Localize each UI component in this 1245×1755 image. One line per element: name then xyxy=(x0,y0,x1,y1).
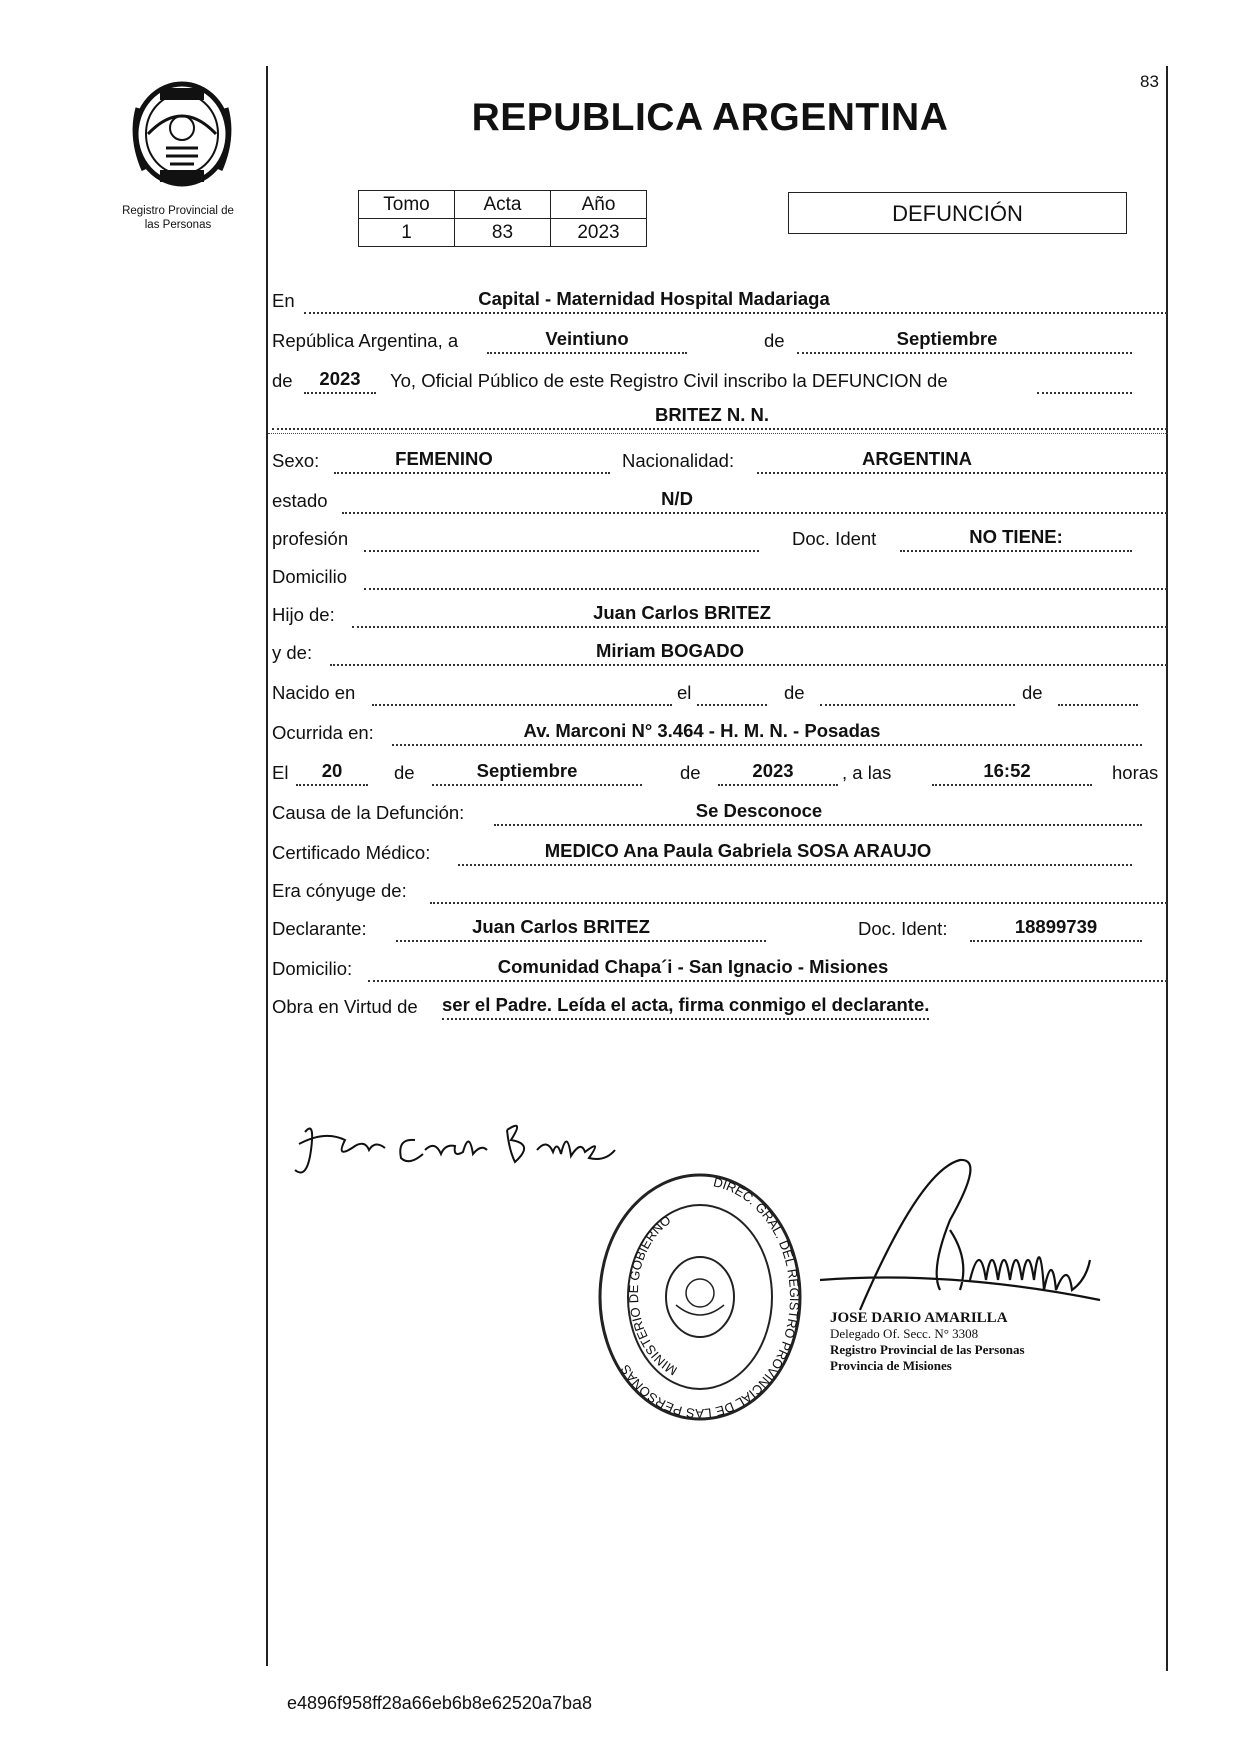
civil-status-value: N/D xyxy=(661,488,693,509)
dotted-line xyxy=(900,550,1132,552)
sexo-label: Sexo: xyxy=(272,450,320,471)
dotted-line xyxy=(432,784,642,786)
official-stamp xyxy=(590,1165,810,1435)
doc-ident-label: Doc. Ident: xyxy=(858,918,948,939)
official-province: Provincia de Misiones xyxy=(830,1358,952,1373)
de-label: de xyxy=(680,762,701,783)
father-value: Juan Carlos BRITEZ xyxy=(593,602,771,623)
row-separator xyxy=(268,433,1168,434)
estado-label: estado xyxy=(272,490,328,511)
month-text-value: Septiembre xyxy=(896,328,998,349)
el-label: El xyxy=(272,762,289,783)
de-label: de xyxy=(784,682,805,703)
registry-value-row xyxy=(359,219,647,247)
row-conyuge xyxy=(272,876,1167,906)
official-name: JOSE DARIO AMARILLA xyxy=(830,1310,1008,1326)
day-text-value: Veintiuno xyxy=(545,328,629,349)
domicilio-label: Domicilio xyxy=(272,566,348,587)
deceased-name-value: BRITEZ N. N. xyxy=(654,404,770,425)
dotted-line xyxy=(342,512,1167,514)
official-signature xyxy=(800,1140,1130,1320)
dotted-line xyxy=(352,626,1167,628)
domicilio-label: Domicilio: xyxy=(272,958,353,979)
dotted-line xyxy=(396,940,766,942)
registry-table xyxy=(358,190,647,247)
left-margin-line xyxy=(266,66,268,1666)
dotted-line xyxy=(1058,704,1138,706)
conyuge-label: Era cónyuge de: xyxy=(272,880,407,901)
stamp-outer-text: DIREC. GRAL. DEL REGISTRO PROVINCIAL DE LAS PERSONAS xyxy=(617,1174,803,1422)
row-declarante xyxy=(272,914,1142,944)
alas-label: , a las xyxy=(842,762,892,783)
place-value: Capital - Maternidad Hospital Madariaga xyxy=(478,288,830,309)
official-position: Delegado Of. Secc. N° 3308 xyxy=(830,1326,979,1341)
dotted-line xyxy=(364,588,1167,590)
nacido-label: Nacido en xyxy=(272,682,356,703)
issuer-caption-line1: Registro Provincial de xyxy=(122,205,234,217)
el-label: el xyxy=(677,682,692,703)
row-profesion xyxy=(272,524,1132,554)
death-time-value: 16:52 xyxy=(983,760,1031,781)
causa-label: Causa de la Defunción: xyxy=(272,802,465,823)
stamp-inner-text: MINISTERIO DE GOBIERNO xyxy=(625,1212,680,1379)
nationality-value: ARGENTINA xyxy=(862,448,972,469)
acta-header: Acta xyxy=(455,191,551,219)
declarant-address-value: Comunidad Chapa´i - San Ignacio - Misiones xyxy=(497,956,889,977)
dotted-line xyxy=(330,664,1167,666)
death-month-value: Septiembre xyxy=(476,760,578,781)
row-domicilio xyxy=(272,562,1167,592)
row-estado xyxy=(272,486,1167,516)
yde-label: y de: xyxy=(272,642,313,663)
row-causa xyxy=(272,798,1142,828)
obra-label: Obra en Virtud de xyxy=(272,996,418,1017)
dotted-line xyxy=(1037,392,1132,394)
svg-text:MINISTERIO DE GOBIERNO xyxy=(626,1212,680,1378)
republica-label: República Argentina, a xyxy=(272,330,459,351)
registry-header-row xyxy=(359,191,647,219)
row-sexo xyxy=(272,446,1167,476)
dotted-line xyxy=(970,940,1142,942)
dotted-line xyxy=(304,392,376,394)
tomo-header: Tomo xyxy=(359,191,455,219)
anio-header: Año xyxy=(551,191,647,219)
issuer-caption xyxy=(98,204,258,232)
de-label: de xyxy=(394,762,415,783)
row-anio xyxy=(272,366,1132,396)
dotted-line xyxy=(797,352,1132,354)
dotted-line xyxy=(334,472,610,474)
dotted-line xyxy=(820,704,1015,706)
row-en xyxy=(272,286,1167,316)
medical-certificate-value: MEDICO Ana Paula Gabriela SOSA ARAUJO xyxy=(544,840,932,861)
en-label: En xyxy=(272,290,295,311)
de-label: de xyxy=(272,370,293,391)
ocurrida-label: Ocurrida en: xyxy=(272,722,374,743)
oficial-text: Yo, Oficial Público de este Registro Civil inscribo la DEFUNCION de xyxy=(390,370,948,391)
doc-ident-value: NO TIENE: xyxy=(969,526,1063,547)
page-number: 83 xyxy=(1140,72,1159,91)
profesion-label: profesión xyxy=(272,528,349,549)
row-republica xyxy=(272,326,1132,356)
issuer-caption-line2: las Personas xyxy=(144,219,212,231)
document-title: REPUBLICA ARGENTINA xyxy=(471,96,949,139)
dotted-line xyxy=(364,550,759,552)
dotted-line xyxy=(718,784,838,786)
sex-value: FEMENINO xyxy=(395,448,493,469)
dotted-line xyxy=(272,428,1167,430)
hijo-label: Hijo de: xyxy=(272,604,335,625)
dotted-line xyxy=(392,744,1142,746)
declarant-doc-value: 18899739 xyxy=(1014,916,1098,937)
row-nacido xyxy=(272,678,1142,708)
row-fecha-defuncion xyxy=(272,758,1167,788)
row-yde xyxy=(272,638,1167,668)
cause-of-death-value: Se Desconoce xyxy=(695,800,823,821)
de-label: de xyxy=(764,330,785,351)
obra-value: ser el Padre. Leída el acta, firma conmigo el declarante. xyxy=(442,994,929,1020)
declarante-label: Declarante: xyxy=(272,918,367,939)
province-seal-logo xyxy=(126,78,238,190)
dotted-line xyxy=(932,784,1092,786)
row-hijo xyxy=(272,600,1167,630)
document-hash: e4896f958ff28a66eb6b8e62520a7ba8 xyxy=(287,1693,592,1713)
tomo-value: 1 xyxy=(359,219,455,247)
row-ocurrida xyxy=(272,718,1142,748)
dotted-line xyxy=(372,704,672,706)
doc-ident-label: Doc. Ident xyxy=(792,528,877,549)
svg-text:DIREC. GRAL. DEL REGISTRO PROV xyxy=(617,1174,802,1421)
official-block xyxy=(830,1310,1025,1374)
dotted-line xyxy=(430,902,1167,904)
horas-label: horas xyxy=(1112,762,1159,783)
dotted-line xyxy=(296,784,368,786)
mother-value: Miriam BOGADO xyxy=(595,640,745,661)
certificado-label: Certificado Médico: xyxy=(272,842,431,863)
row-domicilio-declarante xyxy=(272,954,1167,984)
dotted-line xyxy=(697,704,767,706)
death-year-value: 2023 xyxy=(752,760,794,781)
place-of-death-value: Av. Marconi N° 3.464 - H. M. N. - Posadas xyxy=(523,720,881,741)
dotted-line xyxy=(368,980,1167,982)
declarant-value: Juan Carlos BRITEZ xyxy=(472,916,650,937)
dotted-line xyxy=(494,824,1142,826)
dotted-line xyxy=(304,312,1167,314)
year-value: 2023 xyxy=(319,368,361,389)
dotted-line xyxy=(757,472,1167,474)
dotted-line xyxy=(458,864,1132,866)
record-type-box: DEFUNCIÓN xyxy=(788,192,1127,234)
anio-value: 2023 xyxy=(551,219,647,247)
dotted-line xyxy=(487,352,687,354)
nacionalidad-label: Nacionalidad: xyxy=(622,450,735,471)
death-day-value: 20 xyxy=(321,760,343,781)
row-obra xyxy=(272,992,1167,1022)
official-office: Registro Provincial de las Personas xyxy=(830,1342,1025,1357)
row-certificado xyxy=(272,838,1132,868)
de-label: de xyxy=(1022,682,1043,703)
acta-value: 83 xyxy=(455,219,551,247)
row-nombre xyxy=(272,402,1167,432)
